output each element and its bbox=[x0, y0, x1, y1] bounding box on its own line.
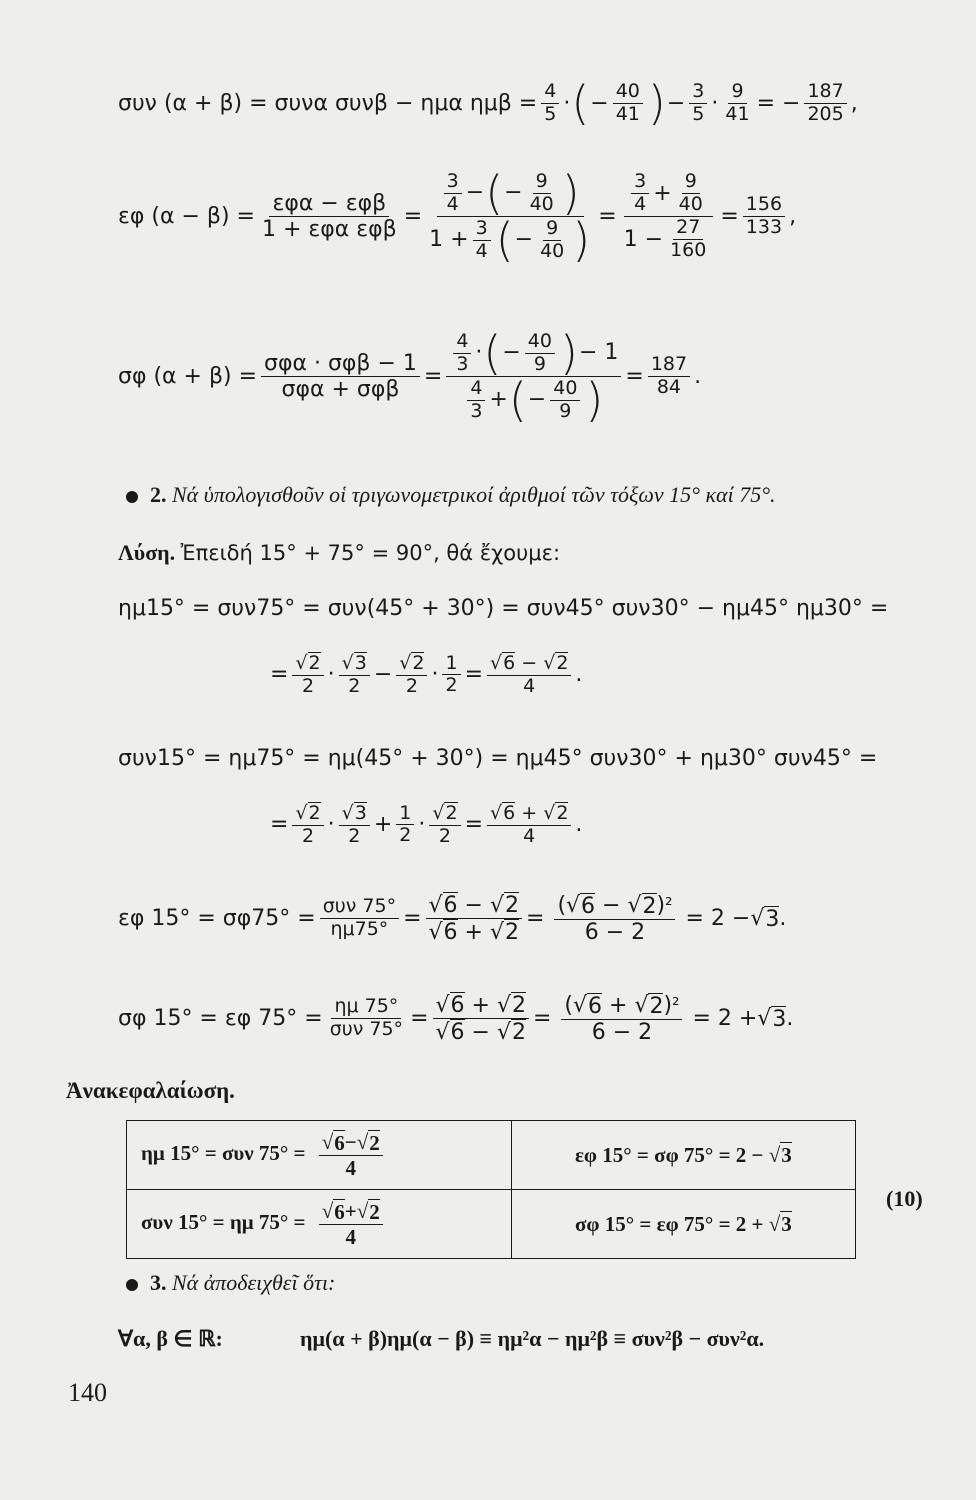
bullet-icon bbox=[126, 1279, 138, 1291]
formula-cos15-result: = √ 2 2 · √ 3 2 + $\frac{1}{2}$ · √ 2 2 = √ 6 + √ 2 4 . bbox=[270, 801, 583, 847]
solution-intro: Λύση. Ἐπειδή 15° + 75° = 90°, θά ἔχουμε: bbox=[118, 540, 561, 565]
bullet-icon bbox=[126, 491, 138, 503]
page-number: 140 bbox=[68, 1378, 107, 1407]
exercise-3: 3. Νά ἀποδειχθεῖ ὅτι: bbox=[126, 1270, 335, 1296]
formula-cot-sum: σφ (α + β) = σφα · σφβ − 1 σφα + σφβ = 4 3 · ( − $\frac{40}{9}$ ) − 1 4 3 + ( − $\frac{40}{9}$ ) = $\frac{187}{84}$ . bbox=[118, 326, 702, 427]
summary-table bbox=[126, 1120, 856, 1259]
exercise-2: 2. Νά ὑπολογισθοῦν οἱ τριγωνομετρικοί ἀριθμοί τῶν τόξων 15° καί 75°. bbox=[126, 482, 776, 508]
recap-heading: Ἀνακεφαλαίωση. bbox=[66, 1078, 235, 1103]
formula-sin15-expand: ημ15° = συν75° = συν(45° + 30°) = συν45° συν30° − ημ45° ημ30° = bbox=[118, 596, 889, 621]
identity-statement: ημ(α + β)ημ(α − β) ≡ ημ²α − ημ²β ≡ συν²β − συν²α. bbox=[300, 1326, 765, 1351]
formula-cos15-expand: συν15° = ημ75° = ημ(45° + 30°) = ημ45° συν30° + ημ30° συν45° = bbox=[118, 746, 878, 771]
equation-tag: (10) bbox=[886, 1186, 923, 1211]
cell-sin15: ημ 15° = συν 75° = √ 6 − √ 2 4 bbox=[127, 1121, 512, 1190]
formula-cot15: σφ 15° = εφ 75° = ημ 75° συν 75° = √ 6 + √ 2 √ 6 − √ 2 = (√ 6 + √ 2 ) ² 6 − 2 = 2 + √ 3 . bbox=[118, 992, 794, 1046]
cell-tan15: εφ 15° = σφ 75° = 2 − √3 bbox=[511, 1121, 855, 1190]
formula-cos-sum: συν (α + β) = συνα συνβ − ημα ημβ = $\frac{4}{5}$ · ( − $\frac{40}{41}$ ) − $\frac{3}{5}$ · $\frac{9}{41}$ = − $\frac{187}{205}$ , bbox=[118, 76, 858, 130]
formula-tan15: εφ 15° = σφ75° = συν 75° ημ75° = √ 6 − √ 2 √ 6 + √ 2 = (√ 6 − √ 2 ) ² 6 − 2 = 2 − √ 3 . bbox=[118, 892, 787, 946]
formula-sin15-result: = √ 2 2 · √ 3 2 − √ 2 2 · $\frac{1}{2}$ = √ 6 − √ 2 4 . bbox=[270, 651, 583, 697]
cell-cot15: σφ 15° = εφ 75° = 2 + √3 bbox=[511, 1190, 855, 1259]
formula-tan-diff: εφ (α − β) = εφα − εφβ 1 + εφα εφβ = 3 4 − ( − $\frac{9}{40}$ ) 1 + $\frac{3}{4}$ ( − $\frac{9}{40}$ ) = 3 4 + $\frac{9}{40}$ 1 − $\frac{27}{160}$ = $\frac{156}{133}$ , bbox=[118, 166, 797, 267]
cell-cos15: συν 15° = ημ 75° = √ 6 + √ 2 4 bbox=[127, 1190, 512, 1259]
identity-quantifier: ∀α, β ∈ ℝ: bbox=[118, 1326, 223, 1351]
